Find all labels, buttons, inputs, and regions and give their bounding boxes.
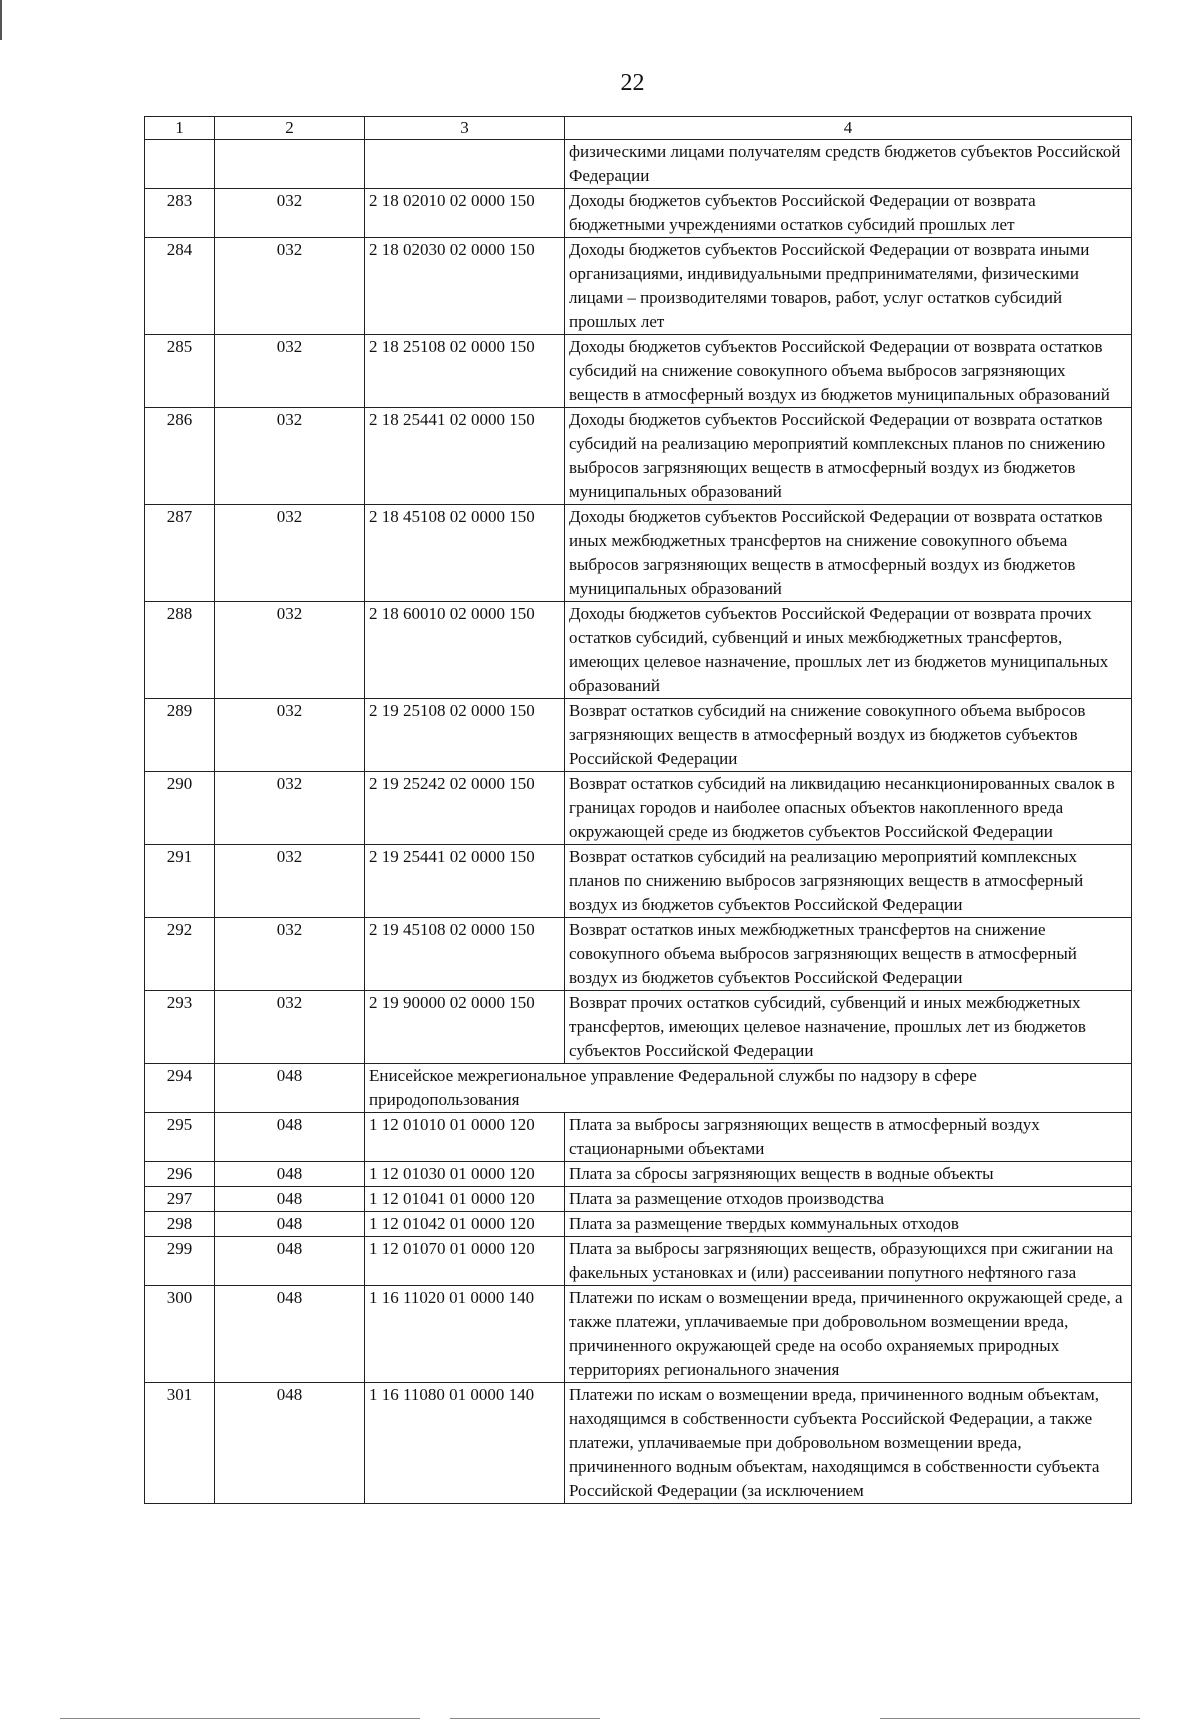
admin-code: 032 [215,189,365,238]
table-row [145,772,1132,845]
budget-classification-code: 2 18 25441 02 0000 150 [365,408,565,505]
row-number: 295 [145,1113,215,1162]
row-number: 296 [145,1162,215,1187]
row-number: 288 [145,602,215,699]
budget-codes-table [144,116,1132,1504]
budget-classification-code: 2 18 60010 02 0000 150 [365,602,565,699]
admin-code: 032 [215,845,365,918]
budget-classification-code: 2 18 45108 02 0000 150 [365,505,565,602]
table-row [145,918,1132,991]
budget-classification-code: 1 12 01042 01 0000 120 [365,1212,565,1237]
budget-classification-code: 1 12 01030 01 0000 120 [365,1162,565,1187]
table-row [145,238,1132,335]
admin-code: 032 [215,699,365,772]
table-row [145,845,1132,918]
table-row [145,1113,1132,1162]
income-description: Доходы бюджетов субъектов Российской Федерации от возврата остатков субсидий на снижение совокупного объема выбросов загрязняющих веществ в атмосферный воздух из бюджетов муниципальных образований [565,335,1132,408]
admin-code: 032 [215,238,365,335]
income-description: Доходы бюджетов субъектов Российской Федерации от возврата иными организациями, индивидуальными предпринимателями, физическими лицами – производителями товаров, работ, услуг остатков субсидий прошлых лет [565,238,1132,335]
row-number: 298 [145,1212,215,1237]
continuation-row [145,140,1132,189]
row-number: 301 [145,1383,215,1504]
admin-code: 032 [215,408,365,505]
budget-classification-code: 2 19 90000 02 0000 150 [365,991,565,1064]
admin-code: 048 [215,1187,365,1212]
budget-classification-code: 2 18 02010 02 0000 150 [365,189,565,238]
income-description: Возврат остатков субсидий на реализацию мероприятий комплексных планов по снижению выбросов загрязняющих веществ в атмосферный воздух из бюджетов субъектов Российской Федерации [565,845,1132,918]
row-number: 285 [145,335,215,408]
budget-classification-code: 2 19 25441 02 0000 150 [365,845,565,918]
income-description: Доходы бюджетов субъектов Российской Федерации от возврата остатков субсидий на реализацию мероприятий комплексных планов по снижению выбросов загрязняющих веществ в атмосферный воздух из бюджетов муниципальных образований [565,408,1132,505]
admin-name: Енисейское межрегиональное управление Федеральной службы по надзору в сфере природопользования [365,1064,1132,1113]
admin-code: 032 [215,772,365,845]
column-header-1: 1 [145,117,215,140]
page-number: 22 [620,70,645,96]
row-number: 289 [145,699,215,772]
income-description: Плата за выбросы загрязняющих веществ в атмосферный воздух стационарными объектами [565,1113,1132,1162]
table-row [145,1212,1132,1237]
row-number: 299 [145,1237,215,1286]
admin-code: 048 [215,1212,365,1237]
budget-classification-code: 1 12 01041 01 0000 120 [365,1187,565,1212]
row-number: 294 [145,1064,215,1113]
table-row [145,1237,1132,1286]
row-number: 300 [145,1286,215,1383]
row-number: 283 [145,189,215,238]
budget-classification-code: 1 16 11080 01 0000 140 [365,1383,565,1504]
admin-code: 048 [215,1237,365,1286]
admin-code: 032 [215,335,365,408]
income-description: Платежи по искам о возмещении вреда, причиненного окружающей среде, а также платежи, уплачиваемые при добровольном возмещении вреда, причиненного окружающей среде на особо охраняемых природных территориях регионального значения [565,1286,1132,1383]
table-row [145,602,1132,699]
row-number: 291 [145,845,215,918]
income-description: Платежи по искам о возмещении вреда, причиненного водным объектам, находящимся в собственности субъекта Российской Федерации, а также платежи, уплачиваемые при добровольном возмещении вреда, причиненного водным объектам, находящимся в собственности субъекта Российской Федерации (за исключением [565,1383,1132,1504]
admin-code: 032 [215,505,365,602]
income-description: Доходы бюджетов субъектов Российской Федерации от возврата бюджетными учреждениями остатков субсидий прошлых лет [565,189,1132,238]
budget-classification-code: 1 12 01070 01 0000 120 [365,1237,565,1286]
budget-classification-code: 1 12 01010 01 0000 120 [365,1113,565,1162]
income-description: Плата за размещение твердых коммунальных отходов [565,1212,1132,1237]
table-row [145,1383,1132,1504]
budget-classification-code: 2 18 02030 02 0000 150 [365,238,565,335]
budget-classification-code: 1 16 11020 01 0000 140 [365,1286,565,1383]
table-row [145,505,1132,602]
table-row [145,699,1132,772]
scan-edge-line [0,0,2,40]
income-description: Возврат остатков иных межбюджетных трансфертов на снижение совокупного объема выбросов загрязняющих веществ в атмосферный воздух из бюджетов субъектов Российской Федерации [565,918,1132,991]
continuation-text: физическими лицами получателям средств бюджетов субъектов Российской Федерации [565,140,1132,189]
income-description: Возврат прочих остатков субсидий, субвенций и иных межбюджетных трансфертов, имеющих целевое назначение, прошлых лет из бюджетов субъектов Российской Федерации [565,991,1132,1064]
table-row [145,1162,1132,1187]
table-row [145,1064,1132,1113]
admin-code: 048 [215,1286,365,1383]
row-number: 284 [145,238,215,335]
budget-classification-code: 2 19 25108 02 0000 150 [365,699,565,772]
admin-code: 048 [215,1383,365,1504]
income-description: Плата за сбросы загрязняющих веществ в водные объекты [565,1162,1132,1187]
table-row [145,408,1132,505]
admin-code: 048 [215,1113,365,1162]
admin-code: 032 [215,602,365,699]
table-row [145,189,1132,238]
admin-code: 048 [215,1162,365,1187]
income-description: Доходы бюджетов субъектов Российской Федерации от возврата остатков иных межбюджетных трансфертов на снижение совокупного объема выбросов загрязняющих веществ в атмосферный воздух из бюджетов муниципальных образований [565,505,1132,602]
scan-bottom-line [450,1718,600,1719]
admin-code: 048 [215,1064,365,1113]
scan-bottom-line [880,1718,1140,1719]
row-number: 297 [145,1187,215,1212]
row-number: 293 [145,991,215,1064]
budget-classification-code: 2 19 45108 02 0000 150 [365,918,565,991]
budget-classification-code: 2 19 25242 02 0000 150 [365,772,565,845]
income-description: Доходы бюджетов субъектов Российской Федерации от возврата прочих остатков субсидий, субвенций и иных межбюджетных трансфертов, имеющих целевое назначение, прошлых лет из бюджетов муниципальных образований [565,602,1132,699]
column-header-2: 2 [215,117,365,140]
admin-code: 032 [215,918,365,991]
admin-code: 032 [215,991,365,1064]
row-number: 290 [145,772,215,845]
table-row [145,991,1132,1064]
header-row [145,117,1132,140]
income-description: Плата за выбросы загрязняющих веществ, образующихся при сжигании на факельных установках и (или) рассеивании попутного нефтяного газа [565,1237,1132,1286]
row-number: 292 [145,918,215,991]
scan-bottom-line [60,1718,420,1719]
column-header-4: 4 [565,117,1132,140]
table-row [145,1286,1132,1383]
income-description: Плата за размещение отходов производства [565,1187,1132,1212]
table-row [145,335,1132,408]
income-description: Возврат остатков субсидий на снижение совокупного объема выбросов загрязняющих веществ в атмосферный воздух из бюджетов субъектов Российской Федерации [565,699,1132,772]
table-row [145,1187,1132,1212]
row-number: 287 [145,505,215,602]
budget-classification-code: 2 18 25108 02 0000 150 [365,335,565,408]
income-description: Возврат остатков субсидий на ликвидацию несанкционированных свалок в границах городов и наиболее опасных объектов накопленного вреда окружающей среде из бюджетов субъектов Российской Федерации [565,772,1132,845]
row-number: 286 [145,408,215,505]
column-header-3: 3 [365,117,565,140]
